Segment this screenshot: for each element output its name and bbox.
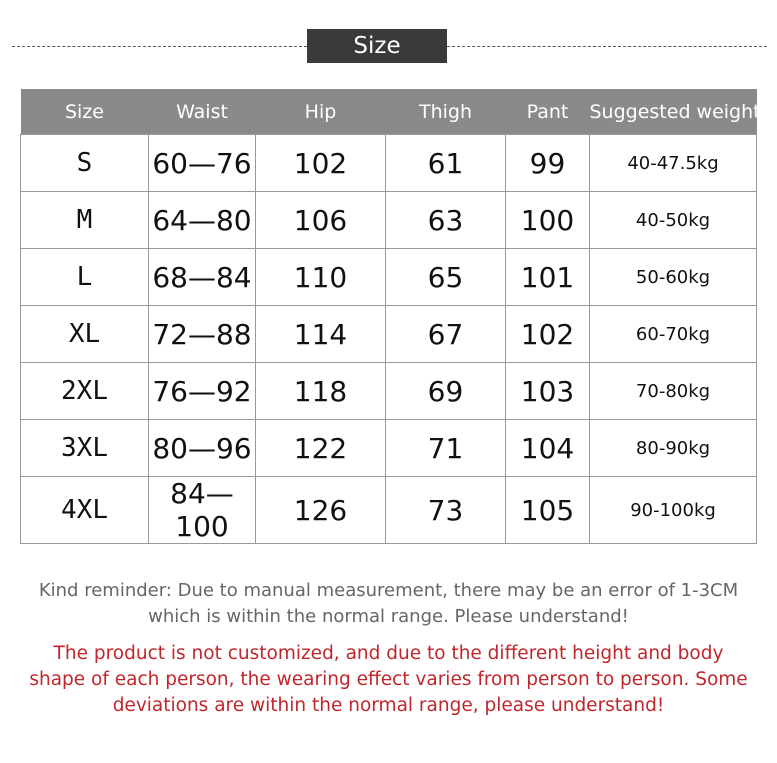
table-row xyxy=(21,306,757,363)
cell-size: 2XL xyxy=(21,363,149,420)
cell-pant: 105 xyxy=(506,477,590,544)
cell-size: 3XL xyxy=(21,420,149,477)
cell-size: M xyxy=(21,192,149,249)
cell-pant: 103 xyxy=(506,363,590,420)
cell-pant: 101 xyxy=(506,249,590,306)
cell-waist: 76—92 xyxy=(149,363,256,420)
cell-waist: 60—76 xyxy=(149,135,256,192)
cell-hip: 106 xyxy=(256,192,386,249)
cell-waist: 84—100 xyxy=(149,477,256,544)
cell-waist: 68—84 xyxy=(149,249,256,306)
cell-weight: 80-90kg xyxy=(590,420,757,477)
reminder-line-2: which is within the normal range. Please understand! xyxy=(148,606,629,627)
cell-size: 4XL xyxy=(21,477,149,544)
table-row xyxy=(21,135,757,192)
cell-thigh: 65 xyxy=(386,249,506,306)
table-row xyxy=(21,363,757,420)
header-size: Size xyxy=(21,89,149,135)
cell-pant: 99 xyxy=(506,135,590,192)
header-pant: Pant xyxy=(506,89,590,135)
reminder-line-1: Kind reminder: Due to manual measurement, there may be an error of 1-3CM xyxy=(38,580,739,601)
cell-pant: 102 xyxy=(506,306,590,363)
cell-thigh: 63 xyxy=(386,192,506,249)
cell-hip: 126 xyxy=(256,477,386,544)
cell-weight: 40-50kg xyxy=(590,192,757,249)
cell-weight: 60-70kg xyxy=(590,306,757,363)
size-table xyxy=(20,89,761,544)
cell-hip: 114 xyxy=(256,306,386,363)
header-thigh: Thigh xyxy=(386,89,506,135)
cell-size: XL xyxy=(21,306,149,363)
table-row xyxy=(21,477,757,544)
cell-waist: 64—80 xyxy=(149,192,256,249)
header-suggested-weight: Suggested weight xyxy=(590,89,757,135)
page-title: Size xyxy=(307,29,447,63)
table-header-row xyxy=(21,89,757,135)
notice-line-2: shape of each person, the wearing effect varies from person to person. Some xyxy=(29,669,748,690)
cell-weight: 70-80kg xyxy=(590,363,757,420)
notice-line-1: The product is not customized, and due to the different height and body xyxy=(53,643,724,664)
cell-pant: 104 xyxy=(506,420,590,477)
cell-hip: 110 xyxy=(256,249,386,306)
cell-waist: 80—96 xyxy=(149,420,256,477)
header-hip: Hip xyxy=(256,89,386,135)
cell-thigh: 61 xyxy=(386,135,506,192)
notice-line-3: deviations are within the normal range, please understand! xyxy=(112,695,665,716)
header-waist: Waist xyxy=(149,89,256,135)
cell-hip: 118 xyxy=(256,363,386,420)
table-row xyxy=(21,249,757,306)
cell-weight: 50-60kg xyxy=(590,249,757,306)
table-row xyxy=(21,420,757,477)
cell-hip: 122 xyxy=(256,420,386,477)
cell-waist: 72—88 xyxy=(149,306,256,363)
title-bar xyxy=(0,29,777,65)
cell-pant: 100 xyxy=(506,192,590,249)
cell-size: S xyxy=(21,135,149,192)
cell-thigh: 71 xyxy=(386,420,506,477)
cell-size: L xyxy=(21,249,149,306)
title-divider-right xyxy=(447,46,767,47)
cell-thigh: 69 xyxy=(386,363,506,420)
cell-hip: 102 xyxy=(256,135,386,192)
cell-thigh: 73 xyxy=(386,477,506,544)
table-row xyxy=(21,192,757,249)
customization-notice xyxy=(0,641,777,719)
title-divider-left xyxy=(12,46,307,47)
cell-thigh: 67 xyxy=(386,306,506,363)
measurement-reminder xyxy=(0,578,777,630)
cell-weight: 40-47.5kg xyxy=(590,135,757,192)
cell-weight: 90-100kg xyxy=(590,477,757,544)
